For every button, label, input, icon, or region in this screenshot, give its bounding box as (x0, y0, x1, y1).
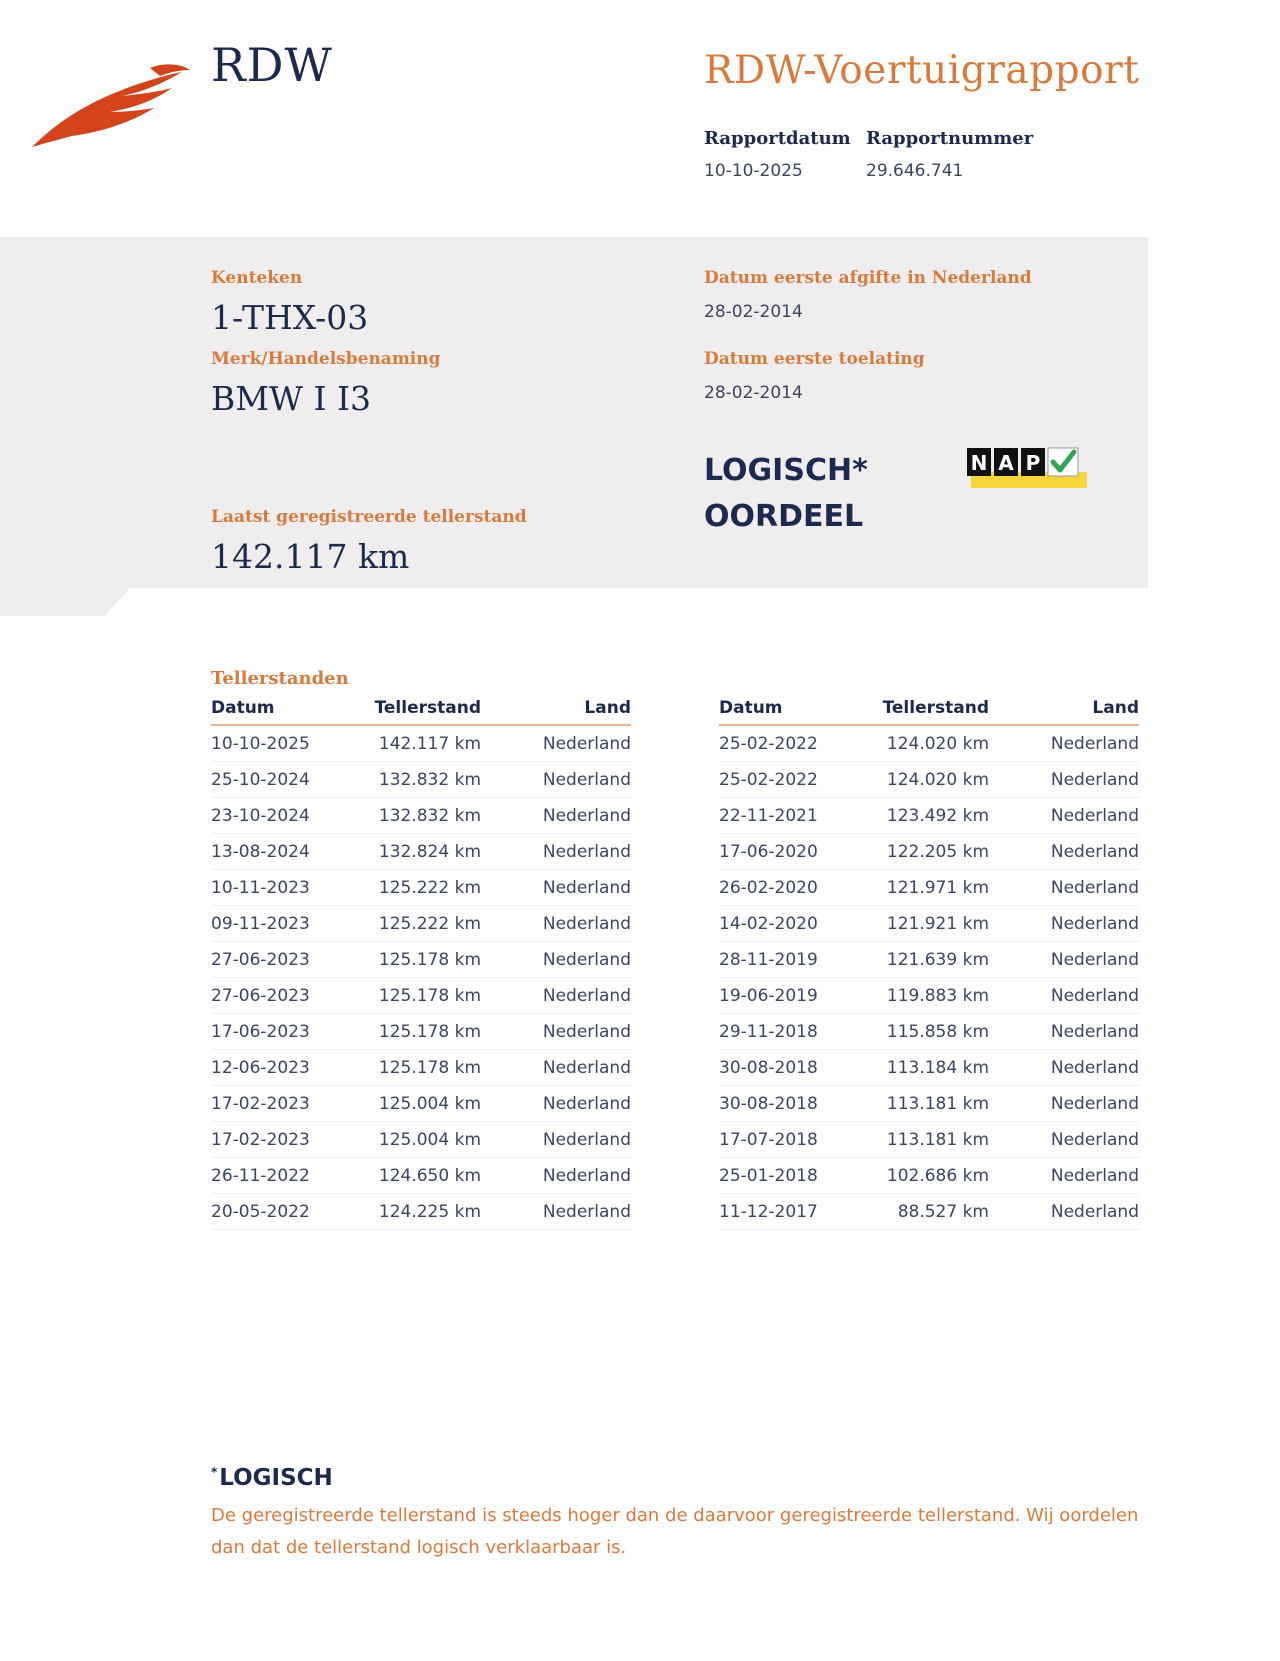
make-label: Merk/Handelsbenaming (211, 349, 441, 369)
report-number-value: 29.646.741 (866, 161, 964, 181)
cell-land: Nederland (542, 985, 631, 1006)
nap-letter-a: A (998, 451, 1014, 475)
odometer-value: 142.117 km (211, 537, 410, 576)
cell-datum: 11-12-2017 (719, 1201, 818, 1222)
cell-tellerstand: 113.181 km (886, 1129, 989, 1150)
cell-land: Nederland (542, 949, 631, 970)
cell-land: Nederland (542, 1201, 631, 1222)
table-row (719, 762, 1139, 798)
cell-land: Nederland (542, 1165, 631, 1186)
first-issue-label: Datum eerste afgifte in Nederland (704, 268, 1032, 288)
col-datum: Datum (211, 698, 275, 718)
cell-datum: 27-06-2023 (211, 949, 310, 970)
cell-tellerstand: 88.527 km (897, 1201, 989, 1222)
report-number-label: Rapportnummer (866, 128, 1034, 149)
col-land: Land (1092, 698, 1139, 718)
cell-tellerstand: 124.020 km (886, 733, 989, 754)
cell-land: Nederland (542, 1129, 631, 1150)
cell-land: Nederland (542, 1021, 631, 1042)
cell-datum: 26-02-2020 (719, 877, 818, 898)
footnote-title (211, 1465, 333, 1491)
table-row (719, 726, 1139, 762)
cell-datum: 25-02-2022 (719, 769, 818, 790)
cell-tellerstand: 125.222 km (378, 877, 481, 898)
table-row (211, 1050, 631, 1086)
table-row (719, 870, 1139, 906)
cell-land: Nederland (1050, 769, 1139, 790)
first-admission-label: Datum eerste toelating (704, 349, 925, 369)
cell-land: Nederland (1050, 1129, 1139, 1150)
table-row (211, 1086, 631, 1122)
cell-land: Nederland (542, 841, 631, 862)
footnote-text: De geregistreerde tellerstand is steeds hoger dan de daarvoor geregistreerde tellerstand. Wij oordelen dan dat de tellerstand logisch verklaarbaar is. (211, 1505, 1139, 1558)
cell-land: Nederland (1050, 985, 1139, 1006)
cell-datum: 17-02-2023 (211, 1129, 310, 1150)
cell-tellerstand: 113.184 km (886, 1057, 989, 1078)
cell-tellerstand: 125.178 km (378, 1021, 481, 1042)
cell-tellerstand: 125.178 km (378, 985, 481, 1006)
cell-tellerstand: 124.020 km (886, 769, 989, 790)
make-field (211, 349, 441, 418)
cell-tellerstand: 113.181 km (886, 1093, 989, 1114)
cell-tellerstand: 125.222 km (378, 913, 481, 934)
cell-tellerstand: 119.883 km (886, 985, 989, 1006)
cell-datum: 20-05-2022 (211, 1201, 310, 1222)
cell-tellerstand: 121.971 km (886, 877, 989, 898)
verdict-line-2: OORDEEL (704, 499, 864, 534)
cell-tellerstand: 132.832 km (378, 805, 481, 826)
table-header (211, 698, 631, 726)
readings-table-right (719, 698, 1139, 1230)
table-row (719, 1122, 1139, 1158)
report-title: RDW-Voertuigrapport (704, 48, 1140, 93)
cell-land: Nederland (1050, 877, 1139, 898)
table-header (719, 698, 1139, 726)
cell-datum: 22-11-2021 (719, 805, 818, 826)
cell-datum: 26-11-2022 (211, 1165, 310, 1186)
cell-land: Nederland (542, 913, 631, 934)
cell-tellerstand: 132.824 km (378, 841, 481, 862)
cell-datum: 10-11-2023 (211, 877, 310, 898)
footnote-marker: * (211, 1465, 218, 1480)
cell-land: Nederland (1050, 1093, 1139, 1114)
brand-name: RDW (211, 38, 333, 92)
readings-table-left (211, 698, 631, 1230)
cell-datum: 30-08-2018 (719, 1057, 818, 1078)
first-issue-field (704, 268, 1032, 322)
table-row (719, 1014, 1139, 1050)
cell-tellerstand: 125.178 km (378, 1057, 481, 1078)
table-row (719, 834, 1139, 870)
table-row (211, 834, 631, 870)
table-row (719, 1194, 1139, 1230)
table-row (211, 906, 631, 942)
plate-value: 1-THX-03 (211, 298, 369, 337)
report-date-block (704, 128, 851, 181)
table-row (211, 978, 631, 1014)
table-row (719, 978, 1139, 1014)
col-tellerstand: Tellerstand (374, 698, 481, 718)
table-row (719, 1050, 1139, 1086)
cell-tellerstand: 122.205 km (886, 841, 989, 862)
make-value: BMW I I3 (211, 379, 372, 418)
rdw-logo-icon (32, 62, 192, 154)
cell-land: Nederland (542, 877, 631, 898)
col-datum: Datum (719, 698, 783, 718)
cell-datum: 30-08-2018 (719, 1093, 818, 1114)
cell-datum: 14-02-2020 (719, 913, 818, 934)
nap-letter-p: P (1025, 451, 1041, 475)
cell-datum: 25-02-2022 (719, 733, 818, 754)
cell-datum: 13-08-2024 (211, 841, 310, 862)
cell-tellerstand: 102.686 km (886, 1165, 989, 1186)
table-row (211, 1158, 631, 1194)
cell-land: Nederland (1050, 1021, 1139, 1042)
table-row (719, 1158, 1139, 1194)
cell-datum: 29-11-2018 (719, 1021, 818, 1042)
cell-land: Nederland (542, 1057, 631, 1078)
report-date-value: 10-10-2025 (704, 161, 803, 181)
footnote-heading: LOGISCH (219, 1465, 333, 1491)
plate-label: Kenteken (211, 268, 303, 288)
cell-datum: 25-10-2024 (211, 769, 310, 790)
cell-tellerstand: 142.117 km (378, 733, 481, 754)
cell-land: Nederland (542, 769, 631, 790)
cell-land: Nederland (542, 1093, 631, 1114)
cell-datum: 23-10-2024 (211, 805, 310, 826)
cell-land: Nederland (542, 733, 631, 754)
first-admission-value: 28-02-2014 (704, 383, 803, 403)
cell-tellerstand: 123.492 km (886, 805, 989, 826)
table-row (719, 798, 1139, 834)
cell-tellerstand: 125.004 km (378, 1129, 481, 1150)
readings-title: Tellerstanden (211, 668, 349, 689)
cell-datum: 12-06-2023 (211, 1057, 310, 1078)
col-tellerstand: Tellerstand (882, 698, 989, 718)
cell-land: Nederland (1050, 733, 1139, 754)
table-row (211, 762, 631, 798)
table-row (211, 1122, 631, 1158)
table-row (211, 726, 631, 762)
cell-land: Nederland (542, 805, 631, 826)
cell-datum: 27-06-2023 (211, 985, 310, 1006)
table-row (719, 906, 1139, 942)
cell-tellerstand: 124.225 km (378, 1201, 481, 1222)
cell-datum: 17-02-2023 (211, 1093, 310, 1114)
cell-tellerstand: 115.858 km (886, 1021, 989, 1042)
odometer-field (211, 507, 527, 576)
odometer-label: Laatst geregistreerde tellerstand (211, 507, 527, 527)
nap-badge (967, 446, 1089, 490)
cell-land: Nederland (1050, 1201, 1139, 1222)
verdict (704, 448, 868, 540)
cell-datum: 17-07-2018 (719, 1129, 818, 1150)
cell-datum: 09-11-2023 (211, 913, 310, 934)
cell-tellerstand: 125.004 km (378, 1093, 481, 1114)
cell-datum: 19-06-2019 (719, 985, 818, 1006)
nap-letter-n: N (970, 451, 988, 475)
cell-land: Nederland (1050, 841, 1139, 862)
first-issue-value: 28-02-2014 (704, 302, 803, 322)
verdict-line-1: LOGISCH* (704, 453, 868, 488)
panel-notch (0, 588, 130, 616)
cell-land: Nederland (1050, 1057, 1139, 1078)
cell-tellerstand: 124.650 km (378, 1165, 481, 1186)
table-row (211, 1014, 631, 1050)
cell-tellerstand: 132.832 km (378, 769, 481, 790)
table-row (211, 798, 631, 834)
report-number-block (866, 128, 1033, 181)
cell-tellerstand: 121.639 km (886, 949, 989, 970)
cell-datum: 17-06-2023 (211, 1021, 310, 1042)
cell-datum: 25-01-2018 (719, 1165, 818, 1186)
cell-datum: 28-11-2019 (719, 949, 818, 970)
cell-datum: 10-10-2025 (211, 733, 310, 754)
cell-land: Nederland (1050, 805, 1139, 826)
col-land: Land (584, 698, 631, 718)
cell-tellerstand: 125.178 km (378, 949, 481, 970)
cell-land: Nederland (1050, 949, 1139, 970)
table-row (719, 942, 1139, 978)
table-row (211, 1194, 631, 1230)
table-row (211, 870, 631, 906)
table-row (719, 1086, 1139, 1122)
report-date-label: Rapportdatum (704, 128, 851, 149)
cell-land: Nederland (1050, 1165, 1139, 1186)
cell-land: Nederland (1050, 913, 1139, 934)
first-admission-field (704, 349, 925, 403)
table-row (211, 942, 631, 978)
cell-tellerstand: 121.921 km (886, 913, 989, 934)
cell-datum: 17-06-2020 (719, 841, 818, 862)
plate-field (211, 268, 368, 337)
